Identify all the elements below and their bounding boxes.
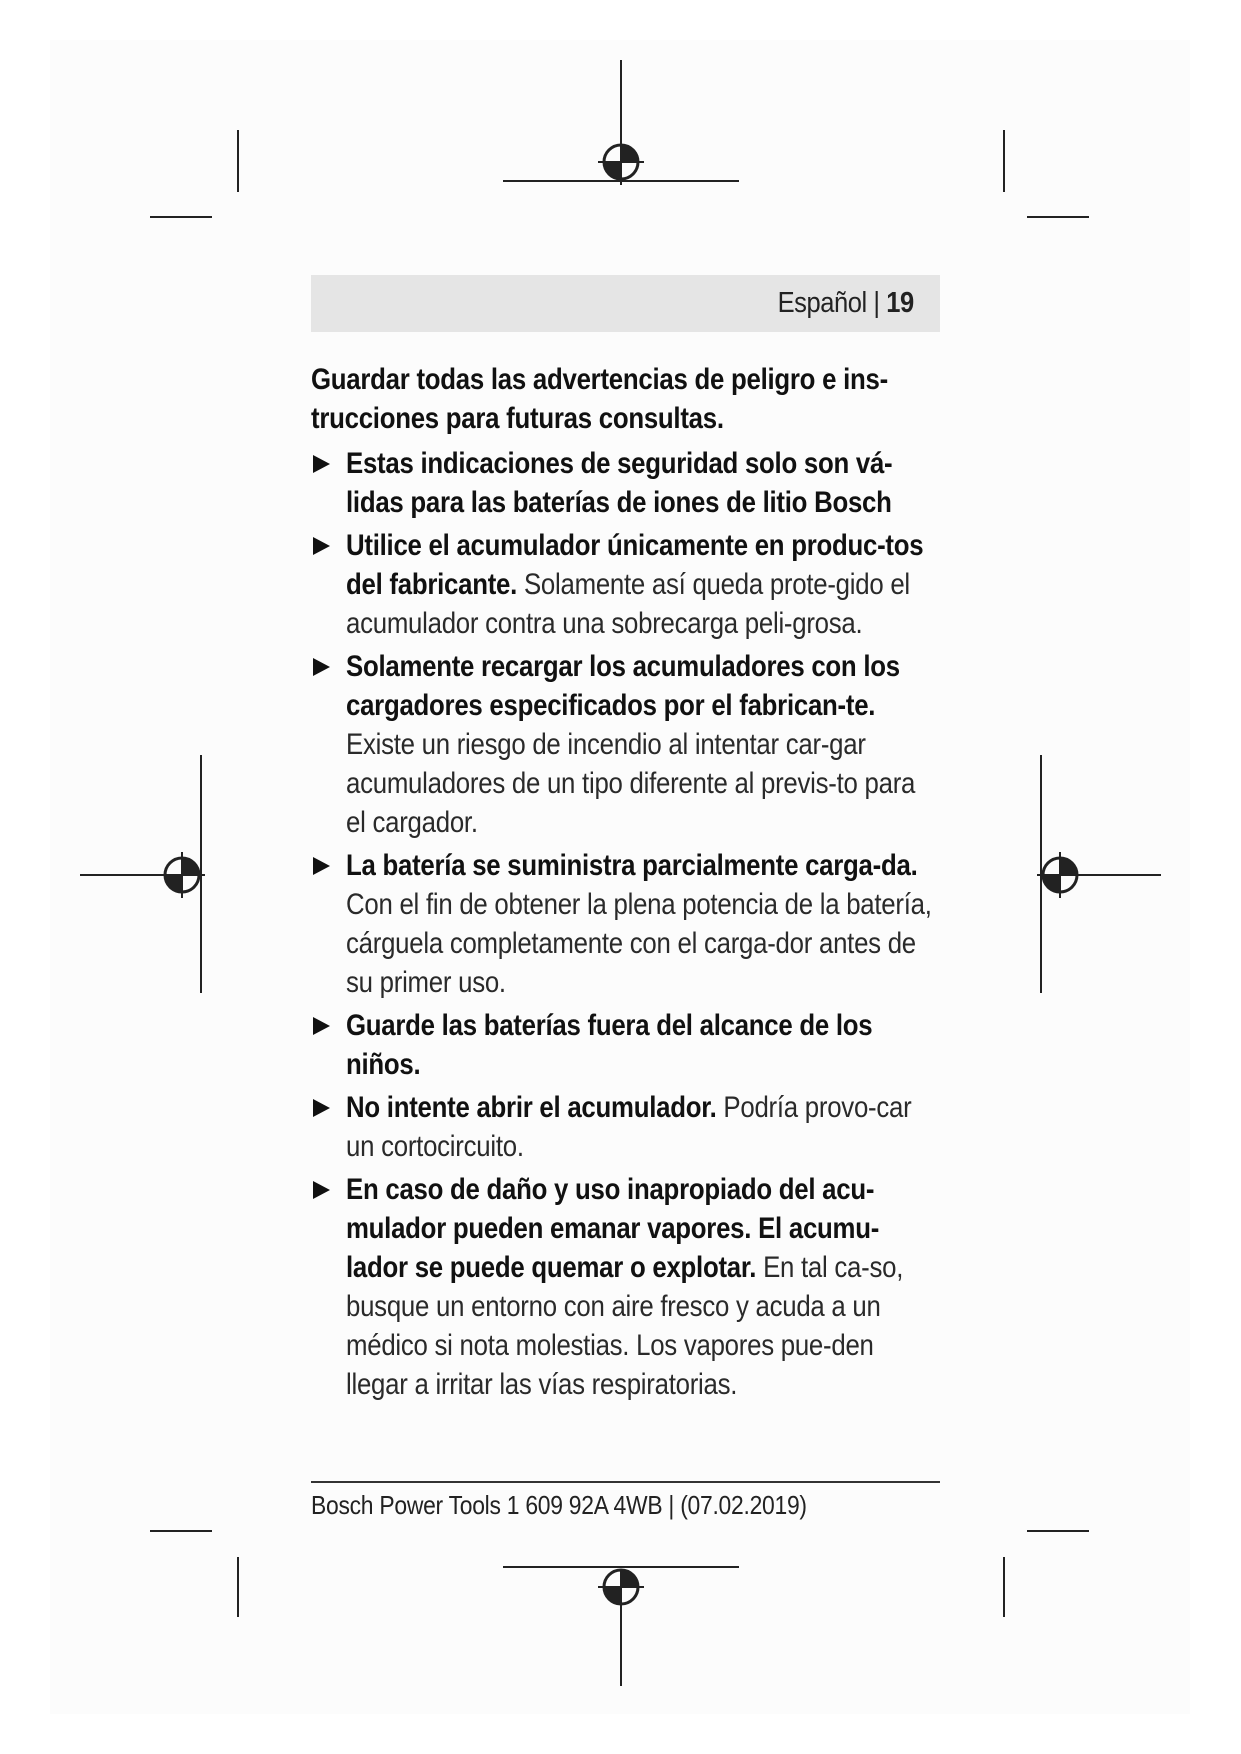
list-item — [311, 647, 940, 842]
item-lead: Utilice el acumulador únicamente en produc-tos del fabricante. — [346, 529, 924, 601]
bullet-arrow-icon — [313, 1017, 330, 1035]
item-lead: La batería se suministra parcialmente carga-da. — [346, 849, 918, 882]
item-lead: No intente abrir el acumulador. — [346, 1091, 717, 1124]
item-body: Solamente así queda prote-gido el acumulador contra una sobrecarga peli-grosa. — [346, 568, 910, 640]
list-item — [311, 1088, 940, 1166]
list-item — [311, 526, 940, 643]
registration-target-icon — [598, 1570, 644, 1604]
safety-content — [311, 360, 940, 1408]
registration-target-icon — [165, 852, 199, 898]
item-body: Podría provo-car un cortocircuito. — [346, 1091, 912, 1163]
list-item — [311, 1170, 940, 1404]
bullet-arrow-icon — [313, 857, 330, 875]
item-lead: En caso de daño y uso inapropiado del acu-mulador pueden emanar vapores. El acumu-lador se puede quemar o explotar. — [346, 1173, 880, 1284]
header-text — [778, 287, 914, 320]
item-body: En tal ca-so, busque un entorno con aire fresco y acuda a un médico si nota molestias. Los vapores pue-den llegar a irritar las vías respiratorias. — [346, 1251, 904, 1401]
intro-warning: Guardar todas las advertencias de peligro e ins-trucciones para futuras consultas. — [311, 363, 888, 435]
bullet-arrow-icon — [313, 1099, 330, 1117]
list-item — [311, 846, 940, 1002]
page-footer: Bosch Power Tools 1 609 92A 4WB | (07.02.2019) — [311, 1490, 807, 1520]
bullet-arrow-icon — [313, 658, 330, 676]
item-body: Existe un riesgo de incendio al intentar car-gar acumuladores de un tipo diferente al previs-to para el cargador. — [346, 728, 916, 839]
bullet-arrow-icon — [313, 537, 330, 555]
item-lead: Solamente recargar los acumuladores con los cargadores especificados por el fabrican-te. — [346, 650, 900, 722]
bullet-arrow-icon — [313, 1181, 330, 1199]
page-header — [311, 275, 940, 332]
item-body: Con el fin de obtener la plena potencia de la batería, cárguela completamente con el carga-dor antes de su primer uso. — [346, 888, 932, 999]
registration-target-icon — [1043, 852, 1077, 898]
page-number: 19 — [886, 287, 914, 319]
bullet-arrow-icon — [313, 455, 330, 473]
item-lead: Estas indicaciones de seguridad solo son vá-lidas para las baterías de iones de litio Bosch — [346, 447, 893, 519]
footer-divider — [311, 1481, 940, 1483]
registration-target-icon — [598, 145, 644, 179]
section-title: Español — [777, 287, 867, 319]
item-lead: Guarde las baterías fuera del alcance de los niños. — [346, 1009, 873, 1081]
list-item — [311, 444, 940, 522]
header-separator: | — [873, 287, 880, 319]
list-item — [311, 1006, 940, 1084]
